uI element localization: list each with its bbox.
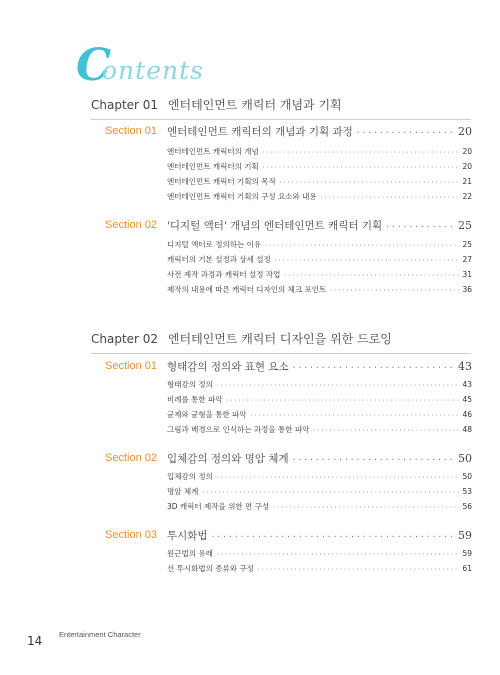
toc-item[interactable] (167, 239, 472, 250)
item-title: 3D 캐릭터 제작을 위한 면 구성 (167, 502, 270, 511)
section-label: Section 03 (105, 529, 157, 541)
section-title: 투시화법 (167, 530, 208, 542)
item-page: 43 (462, 380, 472, 389)
section-title: 엔터테인먼트 캐릭터의 개념과 기획 과정 (167, 126, 353, 138)
toc-item[interactable] (167, 563, 472, 574)
chapter-title: 엔터테인먼트 캐릭터 개념과 기획 (167, 98, 342, 112)
toc-item[interactable] (167, 269, 472, 280)
toc-item[interactable] (167, 379, 472, 390)
section-label: Section 02 (105, 219, 157, 231)
section-entry[interactable] (167, 218, 472, 233)
section-entry[interactable] (167, 359, 472, 374)
toc-item[interactable] (167, 254, 472, 265)
item-page: 36 (462, 285, 472, 294)
section-page: 20 (458, 125, 472, 138)
chapter-heading (91, 330, 471, 354)
toc-item[interactable] (167, 161, 472, 172)
toc-item[interactable] (167, 394, 472, 405)
item-title: 엔터테인먼트 캐릭터의 개념 (167, 147, 259, 156)
item-page: 50 (462, 472, 472, 481)
item-title: 엔터테인먼트 캐릭터의 기획 (167, 162, 259, 171)
leader-dots (216, 474, 460, 481)
item-page: 46 (462, 410, 472, 419)
item-page: 61 (462, 564, 472, 573)
item-title: 엔터테인먼트 캐릭터 기획의 구성 요소와 내용 (167, 192, 317, 201)
item-page: 53 (462, 487, 472, 496)
section-title: 형태감의 정의와 표현 요소 (167, 361, 289, 373)
section-label: Section 01 (105, 125, 157, 137)
leader-dots (329, 287, 459, 294)
toc-item[interactable] (167, 501, 472, 512)
section-label: Section 01 (105, 360, 157, 372)
toc-item[interactable] (167, 146, 472, 157)
chapter-number: Chapter 02 (91, 332, 159, 346)
item-title: 명암 체계 (167, 487, 199, 496)
chapter-number: Chapter 01 (91, 98, 159, 112)
toc-item[interactable] (167, 548, 472, 559)
item-title: 입체감의 정의 (167, 472, 213, 481)
item-title: 비례를 통한 파악 (167, 395, 223, 404)
toc-item[interactable] (167, 409, 472, 420)
item-page: 27 (462, 255, 472, 264)
section-title: 입체감의 정의와 명암 체계 (167, 453, 289, 465)
item-page: 59 (462, 549, 472, 558)
leader-dots (279, 179, 460, 186)
leader-dots (225, 397, 459, 404)
item-title: 사전 제작 과정과 캐릭터 설정 작업 (167, 270, 281, 279)
section-title: '디지털 액터' 개념의 엔터테인먼트 캐릭터 기획 (167, 220, 383, 232)
item-title: 형태감의 정의 (167, 380, 213, 389)
section-entry[interactable] (167, 528, 472, 543)
leader-dots (216, 382, 460, 389)
leader-dots (283, 272, 459, 279)
chapter-title: 엔터테인먼트 캐릭터 디자인을 위한 드로잉 (167, 332, 392, 346)
section-label: Section 02 (105, 452, 157, 464)
toc-item[interactable] (167, 284, 472, 295)
leader-dots (264, 242, 459, 249)
item-page: 20 (462, 162, 472, 171)
leader-dots (216, 551, 460, 558)
item-title: 디지털 액터로 정의하는 이유 (167, 240, 262, 249)
leader-dots (201, 489, 459, 496)
toc-item[interactable] (167, 471, 472, 482)
item-title: 엔터테인먼트 캐릭터 기획의 목적 (167, 177, 276, 186)
item-title: 제작의 내용에 따른 캐릭터 디자인의 체크 포인트 (167, 285, 327, 294)
section-page: 50 (458, 452, 472, 465)
toc-item[interactable] (167, 486, 472, 497)
item-page: 20 (462, 147, 472, 156)
leader-dots (385, 222, 455, 231)
leader-dots (250, 412, 460, 419)
item-page: 48 (462, 425, 472, 434)
toc-item[interactable] (167, 424, 472, 435)
leader-dots (211, 532, 455, 541)
item-title: 원근법의 유래 (167, 549, 213, 558)
item-page: 31 (462, 270, 472, 279)
chapter-heading (91, 96, 471, 120)
page-number: 14 (27, 634, 43, 648)
section-entry[interactable] (167, 124, 472, 139)
leader-dots (312, 427, 459, 434)
leader-dots (320, 194, 460, 201)
leader-dots (292, 455, 455, 464)
leader-dots (257, 566, 460, 573)
contents-title-rest: ontents (102, 56, 204, 85)
leader-dots (292, 363, 455, 372)
item-title: 선 투시화법의 종류와 구성 (167, 564, 254, 573)
item-page: 25 (462, 240, 472, 249)
running-footer: Entertainment Character (59, 630, 141, 639)
section-page: 43 (458, 360, 472, 373)
item-title: 균제와 균형을 통한 파악 (167, 410, 247, 419)
leader-dots (272, 504, 459, 511)
leader-dots (356, 128, 455, 137)
item-page: 45 (462, 395, 472, 404)
section-entry[interactable] (167, 451, 472, 466)
toc-item[interactable] (167, 176, 472, 187)
contents-title-initial: C (76, 40, 112, 91)
item-page: 22 (462, 192, 472, 201)
section-page: 25 (458, 219, 472, 232)
leader-dots (274, 257, 460, 264)
item-title: 캐릭터의 기본 설정과 상세 설정 (167, 255, 271, 264)
section-page: 59 (458, 529, 472, 542)
leader-dots (262, 149, 460, 156)
item-page: 21 (462, 177, 472, 186)
item-page: 56 (462, 502, 472, 511)
toc-item[interactable] (167, 191, 472, 202)
item-title: 그림과 배경으로 인식하는 과정을 통한 파악 (167, 425, 310, 434)
leader-dots (262, 164, 460, 171)
